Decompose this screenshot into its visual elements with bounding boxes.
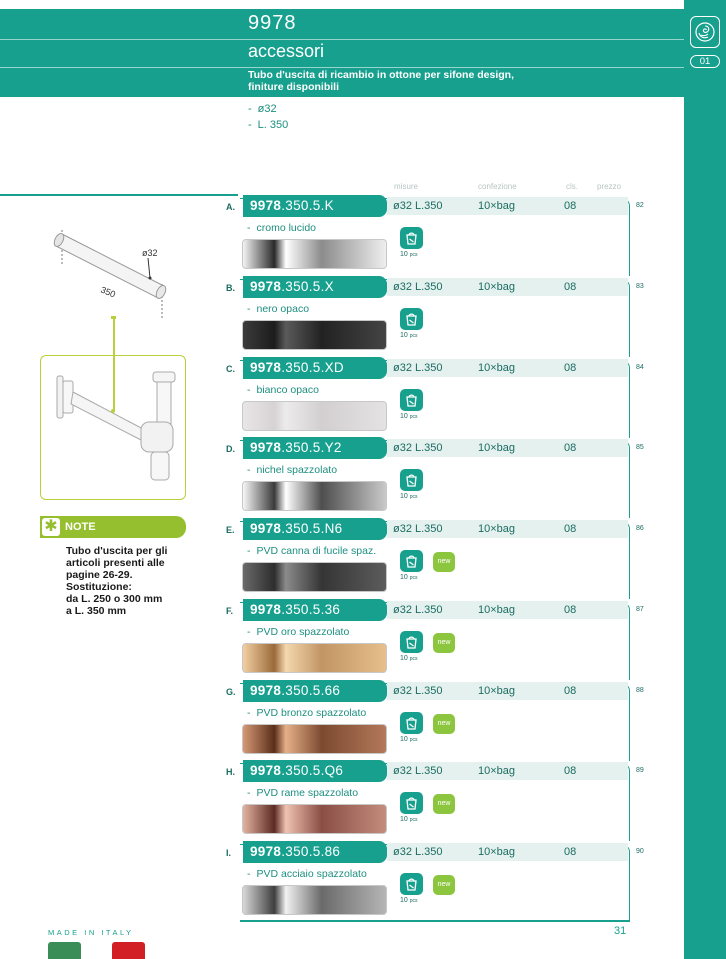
finish-name: - PVD bronzo spazzolato xyxy=(247,707,367,719)
product-packaging: 10×bag xyxy=(478,281,516,293)
product-row xyxy=(0,518,684,598)
new-badge: new xyxy=(433,552,455,572)
note-header: NOTE xyxy=(40,516,186,538)
new-badge: new xyxy=(433,633,455,653)
product-code: 9978.350.5.36 xyxy=(243,599,387,621)
product-row xyxy=(0,357,684,437)
product-ref-number: 89 xyxy=(636,767,644,774)
column-header-confezione: confezione xyxy=(478,182,517,191)
finish-name: - PVD canna di fucile spaz. xyxy=(247,545,377,557)
product-ref-number: 83 xyxy=(636,283,644,290)
product-ref-number: 90 xyxy=(636,848,644,855)
column-header-misure: misure xyxy=(394,182,419,191)
package-bag-icon xyxy=(400,631,423,653)
package-bag-icon xyxy=(400,308,423,330)
package-bag-icon xyxy=(400,389,423,411)
product-packaging: 10×bag xyxy=(478,685,516,697)
product-size: ø32 L.350 xyxy=(393,523,443,535)
product-class: 08 xyxy=(564,200,577,212)
product-code: 9978.350.5.N6 xyxy=(243,518,387,540)
product-packaging: 10×bag xyxy=(478,523,516,535)
diameter-label: ø32 xyxy=(142,248,158,258)
product-size: ø32 L.350 xyxy=(393,362,443,374)
product-class: 08 xyxy=(564,442,577,454)
product-code: 9978.350.5.XD xyxy=(243,357,387,379)
product-size: ø32 L.350 xyxy=(393,846,443,858)
product-size: ø32 L.350 xyxy=(393,604,443,616)
spec-diameter: - ø32 xyxy=(248,103,277,115)
pieces-count: 10 pcs xyxy=(400,655,418,662)
top-margin xyxy=(0,0,684,9)
product-code: 9978.350.5.Q6 xyxy=(243,760,387,782)
header-divider xyxy=(0,39,684,40)
product-row xyxy=(0,841,684,921)
finish-name: - PVD oro spazzolato xyxy=(247,626,350,638)
product-class: 08 xyxy=(564,765,577,777)
product-family-code: 9978 xyxy=(248,12,297,34)
product-packaging: 10×bag xyxy=(478,362,516,374)
finish-swatch xyxy=(242,239,387,269)
new-badge: new xyxy=(433,875,455,895)
package-bag-icon xyxy=(400,550,423,572)
pieces-count: 10 pcs xyxy=(400,332,418,339)
row-letter: B. xyxy=(226,283,235,293)
note-body: Tubo d'uscita per gli articoli presenti alle pagine 26-29. Sostituzione: da L. 250 o 300 mm a L. 350 mm xyxy=(66,545,168,617)
pieces-count: 10 pcs xyxy=(400,413,418,420)
product-class: 08 xyxy=(564,362,577,374)
product-size: ø32 L.350 xyxy=(393,442,443,454)
product-code: 9978.350.5.86 xyxy=(243,841,387,863)
flag-green-stripe xyxy=(48,942,81,959)
pieces-count: 10 pcs xyxy=(400,897,418,904)
rose-logo-icon xyxy=(690,16,720,48)
package-bag-icon xyxy=(400,712,423,734)
length-label: 350 xyxy=(99,284,117,300)
category-title: accessori xyxy=(248,41,325,61)
pieces-count: 10 pcs xyxy=(400,736,418,743)
pieces-count: 10 pcs xyxy=(400,574,418,581)
finish-swatch xyxy=(242,643,387,673)
product-class: 08 xyxy=(564,685,577,697)
product-row xyxy=(0,599,684,679)
product-ref-number: 85 xyxy=(636,444,644,451)
product-class: 08 xyxy=(564,604,577,616)
spec-length: - L. 350 xyxy=(248,119,289,131)
row-letter: F. xyxy=(226,606,234,616)
side-band xyxy=(684,0,726,959)
product-ref-number: 87 xyxy=(636,606,644,613)
product-class: 08 xyxy=(564,281,577,293)
package-bag-icon xyxy=(400,469,423,491)
row-letter: H. xyxy=(226,767,235,777)
product-class: 08 xyxy=(564,523,577,535)
pieces-count: 10 pcs xyxy=(400,816,418,823)
finish-name: - bianco opaco xyxy=(247,384,319,396)
product-ref-number: 82 xyxy=(636,202,644,209)
product-code: 9978.350.5.66 xyxy=(243,680,387,702)
note-asterisk-icon: ✱ xyxy=(42,518,60,536)
finish-name: - nero opaco xyxy=(247,303,310,315)
product-packaging: 10×bag xyxy=(478,442,516,454)
page-number: 31 xyxy=(614,925,627,937)
pieces-count: 10 pcs xyxy=(400,493,418,500)
product-ref-number: 84 xyxy=(636,364,644,371)
flag-red-stripe xyxy=(112,942,145,959)
product-size: ø32 L.350 xyxy=(393,200,443,212)
product-size: ø32 L.350 xyxy=(393,685,443,697)
product-row xyxy=(0,760,684,840)
product-class: 08 xyxy=(564,846,577,858)
product-row xyxy=(0,437,684,517)
row-letter: D. xyxy=(226,444,235,454)
column-header-cls: cls. xyxy=(566,182,578,191)
product-code: 9978.350.5.X xyxy=(243,276,387,298)
product-ref-number: 88 xyxy=(636,687,644,694)
product-row xyxy=(0,195,684,275)
family-description: Tubo d'uscita di ricambio in ottone per sifone design, finiture disponibili xyxy=(248,69,514,93)
package-bag-icon xyxy=(400,792,423,814)
footer-rule xyxy=(240,920,630,922)
product-packaging: 10×bag xyxy=(478,200,516,212)
finish-swatch xyxy=(242,320,387,350)
column-header-prezzo: prezzo xyxy=(597,182,622,191)
product-size: ø32 L.350 xyxy=(393,281,443,293)
product-ref-number: 86 xyxy=(636,525,644,532)
product-packaging: 10×bag xyxy=(478,765,516,777)
new-badge: new xyxy=(433,714,455,734)
package-bag-icon xyxy=(400,873,423,895)
header-divider xyxy=(0,67,684,68)
row-letter: E. xyxy=(226,525,235,535)
product-packaging: 10×bag xyxy=(478,846,516,858)
product-code: 9978.350.5.Y2 xyxy=(243,437,387,459)
finish-swatch xyxy=(242,562,387,592)
finish-swatch xyxy=(242,885,387,915)
product-row xyxy=(0,680,684,760)
finish-swatch xyxy=(242,401,387,431)
product-code: 9978.350.5.K xyxy=(243,195,387,217)
finish-name: - nichel spazzolato xyxy=(247,464,338,476)
pieces-count: 10 pcs xyxy=(400,251,418,258)
row-letter: A. xyxy=(226,202,235,212)
section-tab: 01 xyxy=(690,55,720,68)
row-letter: I. xyxy=(226,848,232,858)
finish-swatch xyxy=(242,804,387,834)
finish-swatch xyxy=(242,724,387,754)
product-packaging: 10×bag xyxy=(478,604,516,616)
new-badge: new xyxy=(433,794,455,814)
made-in-italy-label: MADE IN ITALY xyxy=(48,928,134,937)
package-bag-icon xyxy=(400,227,423,249)
product-row xyxy=(0,276,684,356)
row-letter: G. xyxy=(226,687,236,697)
row-letter: C. xyxy=(226,364,235,374)
finish-name: - PVD rame spazzolato xyxy=(247,787,359,799)
finish-name: - PVD acciaio spazzolato xyxy=(247,868,367,880)
product-size: ø32 L.350 xyxy=(393,765,443,777)
finish-swatch xyxy=(242,481,387,511)
finish-name: - cromo lucido xyxy=(247,222,317,234)
